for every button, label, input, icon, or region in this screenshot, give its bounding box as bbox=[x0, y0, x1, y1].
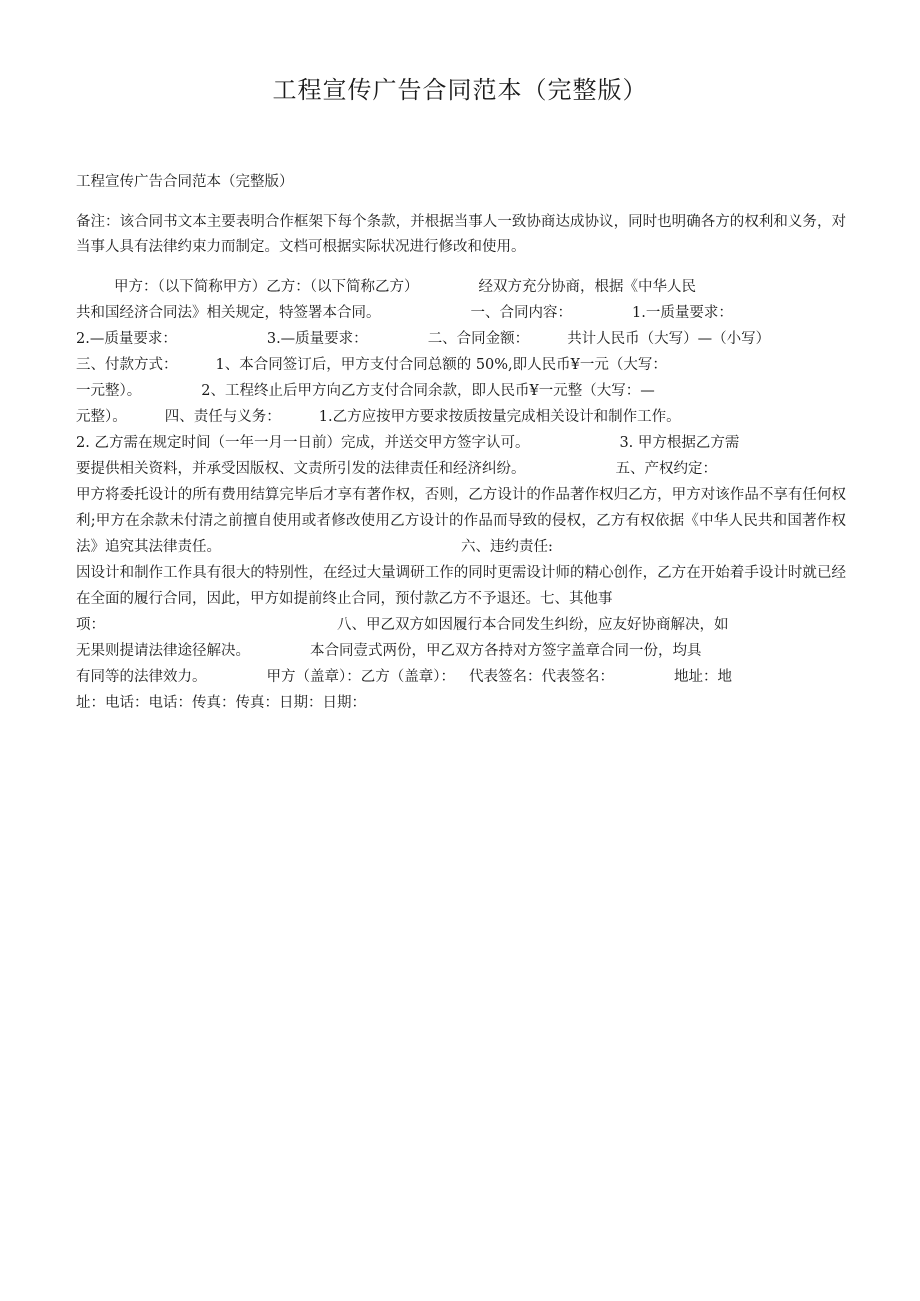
copies-clause-cont: 有同等的法律效力。 bbox=[76, 669, 207, 685]
party-intro: 甲方：（以下简称甲方）乙方：（以下简称乙方） bbox=[114, 279, 419, 295]
dispute-clause-cont: 无果则提请法律途径解决。 bbox=[76, 643, 250, 659]
contract-line bbox=[76, 690, 846, 716]
document-title: 工程宣传广告合同范本（完整版） bbox=[272, 76, 648, 104]
seal-line: 甲方（盖章）：乙方（盖章）： bbox=[266, 669, 455, 685]
other-matters: 项： bbox=[76, 617, 105, 633]
law-reference-cont: 共和国经济合同法》相关规定，特签署本合同。 bbox=[76, 305, 381, 321]
contract-line bbox=[76, 352, 846, 378]
signature-line: 代表签名：代表签名： bbox=[469, 669, 614, 685]
document-note: 备注：该合同书文本主要表明合作框架下每个条款，并根据当事人一致协商达成协议，同时也明确各方的权利和义务，对当事人具有法律约束力而制定。文档可根据实际状况进行修改和使用。 bbox=[76, 214, 846, 255]
breach-clause: 因设计和制作工作具有很大的特别性，在经过大量调研工作的同时更需设计师的精心创作，乙方在开始着手设计时就已经在全面的履行合同，因此，甲方如提前终止合同，预付款乙方不予退还。七、其他事 bbox=[76, 565, 846, 607]
contract-text bbox=[76, 274, 846, 716]
payment-term-2: 2、工程终止后甲方向乙方支付合同余款，即人民币¥一元整（大写：— bbox=[201, 383, 655, 399]
section-payment-heading: 三、付款方式： bbox=[76, 357, 178, 373]
section-amount-heading: 二、合同金额： bbox=[427, 331, 530, 347]
duty-3-cont: 要提供相关资料，并承受因版权、文责所引发的法律责任和经济纠纷。 bbox=[76, 461, 526, 477]
contract-line bbox=[76, 430, 846, 456]
payment-term-1-cont: 一元整）。 bbox=[76, 383, 142, 399]
payment-term-2-cont: 元整）。 bbox=[76, 409, 127, 425]
duty-2: 2. 乙方需在规定时间（一年一月一日前）完成，并送交甲方签字认可。 bbox=[76, 435, 530, 451]
duty-3: 3. 甲方根据乙方需 bbox=[619, 435, 740, 451]
total-amount: 共计人民币（大写）—（小写） bbox=[567, 331, 771, 347]
quality-req-3: 3.—质量要求： bbox=[266, 331, 368, 347]
address-line: 地址：地 bbox=[674, 669, 732, 685]
property-clause: 甲方将委托设计的所有费用结算完毕后才享有著作权，否则，乙方设计的作品著作权归乙方，甲方对该作品不享有任何权利;甲方在余款未付清之前擅自使用或者修改使用乙方设计的作品而导致的侵权，乙方有权依据《中华人民共和国著作权法》追究其法律责任。 bbox=[76, 487, 846, 555]
quality-req-1: 1.一质量要求： bbox=[632, 305, 733, 321]
document-subtitle: 工程宣传广告合同范本（完整版） bbox=[76, 174, 294, 190]
contract-line bbox=[76, 300, 846, 326]
section-content-heading: 一、合同内容： bbox=[470, 305, 572, 321]
section-duty-heading: 四、责任与义务： bbox=[164, 409, 281, 425]
section-property-heading: 五、产权约定： bbox=[615, 461, 717, 477]
contract-line bbox=[76, 326, 846, 352]
contract-paragraph bbox=[76, 560, 846, 612]
dispute-clause: 八、甲乙双方如因履行本合同发生纠纷，应友好协商解决，如 bbox=[337, 617, 729, 633]
contract-paragraph bbox=[76, 482, 846, 560]
contract-line bbox=[76, 456, 846, 482]
contract-line bbox=[76, 404, 846, 430]
contract-line bbox=[76, 664, 846, 690]
document-body bbox=[76, 170, 846, 716]
law-reference: 经双方充分协商，根据《中华人民 bbox=[478, 279, 696, 295]
contract-line bbox=[76, 274, 846, 300]
contract-line bbox=[76, 638, 846, 664]
duty-1: 1.乙方应按甲方要求按质按量完成相关设计和制作工作。 bbox=[318, 409, 681, 425]
quality-req-2: 2.—质量要求： bbox=[76, 331, 177, 347]
contact-line: 址：电话：电话：传真：传真：日期：日期： bbox=[76, 695, 366, 711]
contract-line bbox=[76, 612, 846, 638]
payment-term-1: 1、本合同签订后，甲方支付合同总额的 50%,即人民币¥一元（大写： bbox=[215, 357, 667, 373]
section-breach-heading: 六、违约责任: bbox=[461, 539, 553, 555]
contract-line bbox=[76, 378, 846, 404]
copies-clause: 本合同壹式两份，甲乙双方各持对方签字盖章合同一份，均具 bbox=[310, 643, 702, 659]
